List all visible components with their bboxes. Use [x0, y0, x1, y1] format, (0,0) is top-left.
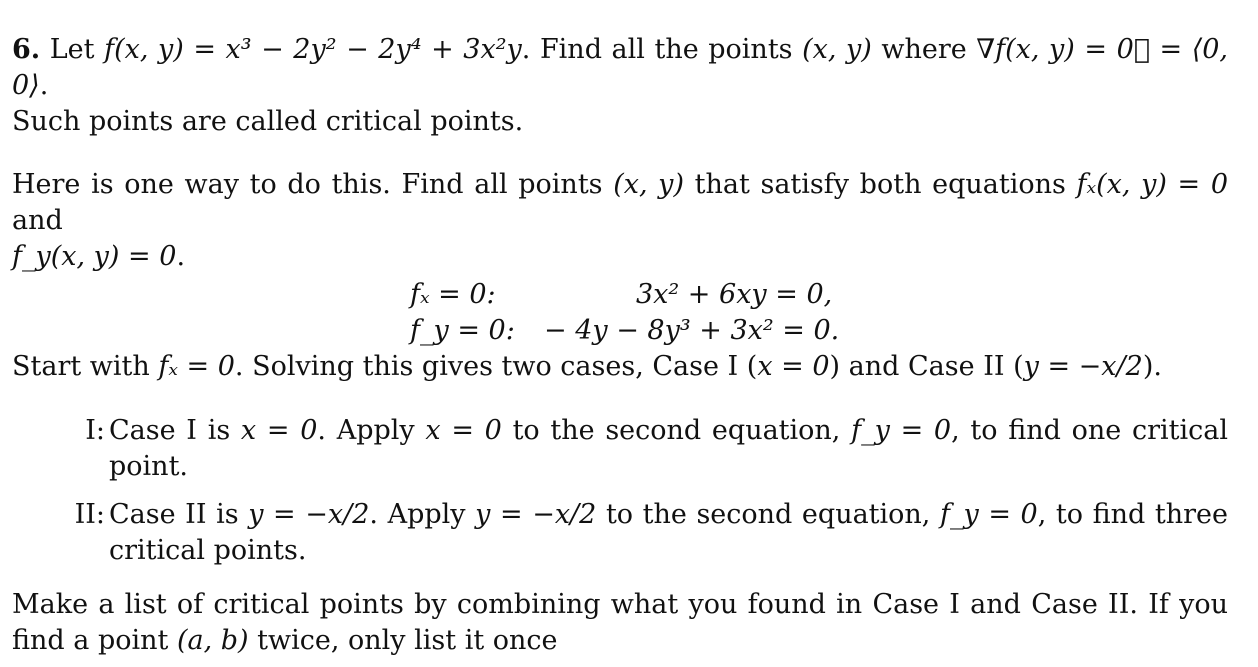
case-math: f_y = 0: [940, 499, 1038, 530]
case-item-2: [12, 497, 1228, 569]
document-page: [12, 32, 1228, 659]
problem-number: 6.: [12, 34, 41, 65]
problem-intro-text: .: [39, 70, 49, 101]
case-label: II:: [74, 499, 105, 530]
problem-intro-text: Let: [40, 34, 105, 65]
case-math: y = −x/2: [248, 499, 370, 530]
case-text: . Apply: [369, 499, 476, 530]
case-math: x = 0: [240, 415, 318, 446]
problem-statement: [12, 32, 1228, 140]
fy-equation: f_y(x, y) = 0: [12, 241, 177, 272]
problem-intro-text: . Find all the points: [521, 34, 803, 65]
case-text: to the second equation,: [596, 499, 940, 530]
case2-condition: y = −x/2: [1023, 351, 1143, 382]
equation-rhs: 3x² + 6xy = 0,: [636, 279, 833, 310]
method-text: Here is one way to do this. Find all points: [12, 169, 614, 200]
case-text: to the second equation,: [501, 415, 852, 446]
start-text: Start with: [12, 351, 159, 382]
gradient-condition: ∇f(x, y) = 0⃗ = ⟨0, 0⟩: [12, 34, 1229, 101]
fx-equation: fₓ(x, y) = 0: [1076, 169, 1228, 200]
case-text: Case I is: [109, 415, 241, 446]
method-text: and: [12, 205, 63, 236]
method-text: that satisfy both equations: [683, 169, 1077, 200]
critical-points-definition: Such points are called critical points.: [12, 106, 524, 137]
method-text: .: [176, 241, 186, 272]
case-text: , to find three critical points.: [109, 499, 1229, 566]
case1-condition: x = 0: [757, 351, 830, 382]
start-text: ).: [1142, 351, 1162, 382]
final-paragraph: [12, 587, 1228, 659]
start-text: . Solving this gives two cases, Case I (: [234, 351, 758, 382]
case-math: x = 0: [425, 415, 502, 446]
start-text: ) and Case II (: [829, 351, 1024, 382]
equation-label: f_y = 0:: [410, 315, 515, 346]
start-paragraph: [12, 349, 1228, 385]
case-text: Case II is: [109, 499, 249, 530]
case-math: f_y = 0: [851, 415, 952, 446]
case-item-1: [12, 413, 1228, 485]
point-ab: (a, b): [176, 625, 249, 656]
point-xy: (x, y): [802, 34, 872, 65]
equation-rhs: − 4y − 8y³ + 3x² = 0.: [544, 315, 840, 346]
case-text: . Apply: [317, 415, 426, 446]
case-list: [12, 413, 1228, 569]
final-text: Make a list of critical points by combining what you found in Case I and Case II. If you find a point: [12, 589, 1228, 656]
point-xy: (x, y): [613, 169, 684, 200]
equation-row-fx: [12, 277, 1228, 313]
method-paragraph: [12, 167, 1228, 275]
function-definition: f(x, y) = x³ − 2y² − 2y⁴ + 3x²y: [104, 34, 522, 65]
case-text: , to find one critical point.: [109, 415, 1229, 482]
equation-label: fₓ = 0:: [410, 279, 496, 310]
equation-row-fy: [12, 313, 1228, 349]
problem-intro-text: where: [871, 34, 977, 65]
equation-system: [12, 277, 1228, 349]
case-label: I:: [85, 415, 105, 446]
case-math: y = −x/2: [475, 499, 597, 530]
fx-zero: fₓ = 0: [158, 351, 235, 382]
final-text: twice, only list it once: [248, 625, 558, 656]
